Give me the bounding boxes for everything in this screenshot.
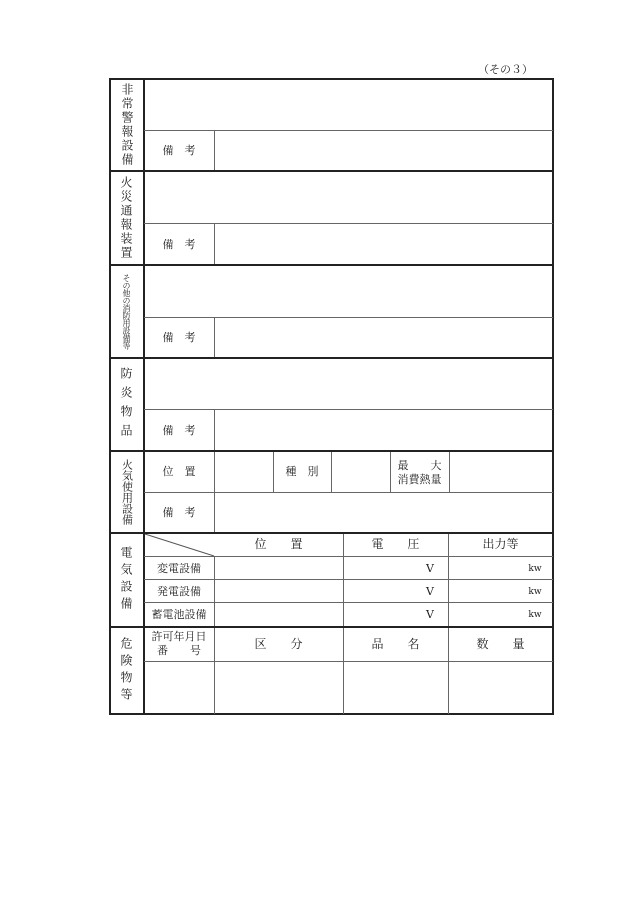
generator-voltage-input[interactable] bbox=[344, 580, 424, 602]
generator-position-input[interactable] bbox=[215, 580, 343, 602]
output-unit: kw bbox=[528, 587, 542, 597]
section-label-hazardous: 危険物等 bbox=[119, 637, 133, 705]
permit-number-label: 番 号 bbox=[157, 644, 201, 657]
fire-report-input[interactable] bbox=[145, 172, 552, 223]
substation-output-input[interactable] bbox=[449, 557, 525, 579]
voltage-unit: V bbox=[426, 585, 434, 598]
permit-date-label: 許可年月日 bbox=[151, 630, 207, 643]
remarks-label: 備 考 bbox=[162, 424, 196, 437]
col-divider bbox=[390, 452, 391, 492]
section-label-flameproof-items: 防炎物品 bbox=[119, 366, 133, 443]
emergency-alarm-remarks-input[interactable] bbox=[215, 131, 552, 170]
other-equipment-input[interactable] bbox=[145, 266, 552, 317]
fire-equipment-position-input[interactable] bbox=[215, 452, 273, 492]
battery-voltage-input[interactable] bbox=[344, 603, 424, 625]
section-label-emergency-alarm: 非常警報設備 bbox=[120, 82, 134, 167]
hazardous-category-input[interactable] bbox=[215, 662, 343, 713]
remarks-label: 備 考 bbox=[162, 506, 196, 519]
substation-position-input[interactable] bbox=[215, 557, 343, 579]
section-divider bbox=[109, 626, 554, 628]
section-label-other-equipment: その他の消防用設備等 bbox=[122, 274, 131, 349]
flameproof-remarks-input[interactable] bbox=[215, 410, 552, 450]
other-equipment-remarks-input[interactable] bbox=[215, 318, 552, 357]
output-unit: kw bbox=[528, 564, 542, 574]
generator-output-input[interactable] bbox=[449, 580, 525, 602]
electrical-row-label: 発電設備 bbox=[157, 585, 201, 598]
section-label-fire-report: 火災通報装置 bbox=[119, 176, 133, 260]
emergency-alarm-input[interactable] bbox=[145, 80, 552, 130]
remarks-label: 備 考 bbox=[162, 144, 196, 157]
section-label-fire-equipment: 火気使用設備 bbox=[120, 459, 134, 525]
voltage-unit: V bbox=[426, 562, 434, 575]
hazardous-header-quantity: 数 量 bbox=[476, 637, 525, 651]
output-unit: kw bbox=[528, 610, 542, 620]
battery-output-input[interactable] bbox=[449, 603, 525, 625]
fire-equipment-type-input[interactable] bbox=[332, 452, 390, 492]
diagonal-corner-line bbox=[144, 534, 215, 557]
electrical-row-label: 変電設備 bbox=[157, 562, 201, 575]
hazardous-quantity-input[interactable] bbox=[449, 662, 552, 713]
remarks-label: 備 考 bbox=[162, 238, 196, 251]
electrical-header-voltage: 電 圧 bbox=[371, 537, 420, 551]
max-heat-label-line2: 消費熱量 bbox=[397, 473, 442, 486]
position-label: 位 置 bbox=[162, 465, 196, 478]
fire-equipment-remarks-input[interactable] bbox=[215, 493, 552, 532]
substation-voltage-input[interactable] bbox=[344, 557, 424, 579]
voltage-unit: V bbox=[426, 608, 434, 621]
max-heat-label-line1: 最 大 bbox=[397, 459, 442, 472]
electrical-header-output: 出力等 bbox=[482, 537, 519, 551]
type-label: 種 別 bbox=[285, 465, 319, 478]
hazardous-header-category: 区 分 bbox=[254, 637, 303, 651]
hazardous-header-name: 品 名 bbox=[371, 637, 420, 651]
hazardous-name-input[interactable] bbox=[344, 662, 448, 713]
page-number-label: （その３） bbox=[478, 63, 533, 76]
electrical-header-position: 位 置 bbox=[254, 537, 303, 551]
section-label-electrical: 電気設備 bbox=[119, 546, 133, 614]
remarks-label: 備 考 bbox=[162, 331, 196, 344]
hazardous-permit-input[interactable] bbox=[145, 662, 214, 713]
electrical-row-label: 蓄電池設備 bbox=[151, 608, 207, 621]
fire-report-remarks-input[interactable] bbox=[215, 224, 552, 264]
flameproof-items-input[interactable] bbox=[145, 359, 552, 409]
fire-equipment-max-heat-input[interactable] bbox=[450, 452, 552, 492]
battery-position-input[interactable] bbox=[215, 603, 343, 625]
